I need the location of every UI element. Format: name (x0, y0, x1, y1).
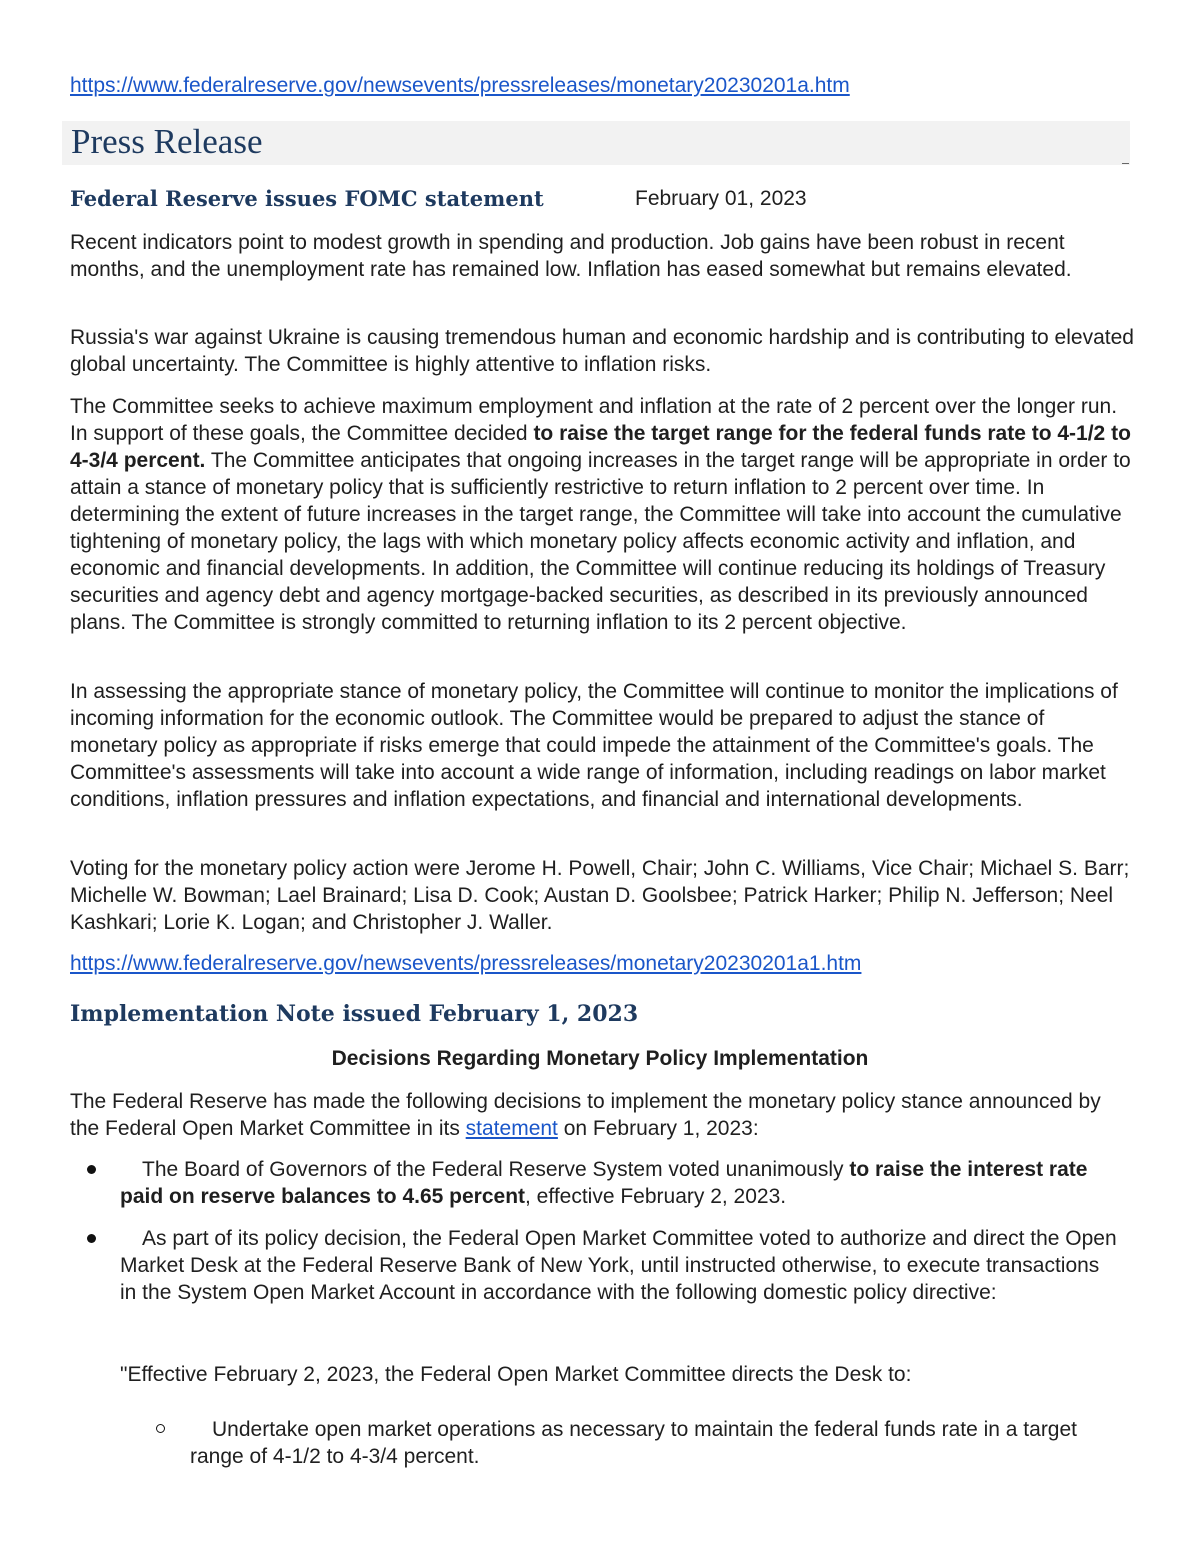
top-url-link[interactable]: https://www.federalreserve.gov/newsevents/pressreleases/monetary20230201a.htm (70, 74, 850, 97)
p3-text-b: The Committee anticipates that ongoing increases in the target range will be appropriate in order to attain a stance of monetary policy that is sufficiently restrictive to return inflation to 2 percent over time. In determining the extent of future increases in the target range, the Committee will take into account the cumulative tightening of monetary policy, the lags with which monetary policy affects economic activity and inflation, and economic and financial developments. In addition, the Committee will continue reducing its holdings of Treasury securities and agency debt and agency mortgage-backed securities, as described in its previously announced plans. The Committee is strongly committed to returning inflation to its 2 percent objective. (70, 449, 1131, 634)
intro-text-a: The Federal Reserve has made the following decisions to implement the monetary policy stance announced by the Federal Open Market Committee in its (70, 1090, 1101, 1140)
statement-paragraph-3 (70, 393, 1135, 636)
hollow-bullet-icon (156, 1424, 165, 1433)
implementation-subheading: Decisions Regarding Monetary Policy Implementation (331, 1047, 869, 1070)
bullet-item-2: As part of its policy decision, the Federal Open Market Committee voted to authorize and direct the Open Market Desk at the Federal Reserve Bank of New York, until instructed otherwise, to execute transactions in the System Open Market Account in accordance with the following domestic policy directive: (120, 1227, 1117, 1304)
statement-paragraph-1: Recent indicators point to modest growth in spending and production. Job gains have been robust in recent months, and the unemployment rate has remained low. Inflation has eased somewhat but remains elevated. (70, 231, 1072, 281)
mid-url-link[interactable]: https://www.federalreserve.gov/newsevents/pressreleases/monetary20230201a1.htm (70, 952, 862, 975)
bullet-icon (87, 1165, 96, 1174)
press-headline: Federal Reserve issues FOMC statement (70, 186, 544, 211)
bullet-item-1 (120, 1156, 1130, 1210)
statement-link[interactable]: statement (465, 1117, 558, 1140)
statement-paragraph-4: In assessing the appropriate stance of monetary policy, the Committee will continue to monitor the implications of incoming information for the economic outlook. The Committee would be prepared to adjust the stance of monetary policy as appropriate if risks emerge that could impede the attainment of the Committee's goals. The Committee's assessments will take into account a wide range of information, including readings on labor market conditions, inflation pressures and inflation expectations, and financial and international developments. (70, 680, 1118, 811)
implementation-intro (70, 1088, 1135, 1142)
bullet-icon (87, 1234, 96, 1243)
statement-paragraph-2: Russia's war against Ukraine is causing tremendous human and economic hardship and is contributing to elevated global uncertainty. The Committee is highly attentive to inflation risks. (70, 326, 1134, 376)
directive-text: "Effective February 2, 2023, the Federal Open Market Committee directs the Desk to: (120, 1363, 912, 1386)
b1-text-b: , effective February 2, 2023. (525, 1185, 787, 1208)
p3-decision-bold: to raise the target range for the federal funds rate to 4-1/2 to 4-3/4 percent. (70, 422, 1131, 472)
b1-bold: to raise the interest rate paid on reserve balances to 4.65 percent (120, 1158, 1088, 1208)
directive-item-1: Undertake open market operations as necessary to maintain the federal funds rate in a target range of 4-1/2 to 4-3/4 percent. (190, 1418, 1077, 1468)
page-title: Press Release (71, 122, 263, 161)
title-divider (1122, 163, 1129, 164)
statement-paragraph-5: Voting for the monetary policy action were Jerome H. Powell, Chair; John C. Williams, Vice Chair; Michael S. Barr; Michelle W. Bowman; Lael Brainard; Lisa D. Cook; Austan D. Goolsbee; Patrick Harker; Philip N. Jefferson; Neel Kashkari; Lorie K. Logan; and Christopher J. Waller. (70, 857, 1130, 934)
implementation-heading: Implementation Note issued February 1, 2023 (70, 1001, 639, 1027)
press-date: February 01, 2023 (635, 187, 807, 210)
b1-text-a: The Board of Governors of the Federal Reserve System voted unanimously (142, 1158, 850, 1181)
p3-text-a: The Committee seeks to achieve maximum employment and inflation at the rate of 2 percent over the longer run. In support of these goals, the Committee decided (70, 395, 1118, 445)
intro-text-b: on February 1, 2023: (557, 1117, 759, 1140)
